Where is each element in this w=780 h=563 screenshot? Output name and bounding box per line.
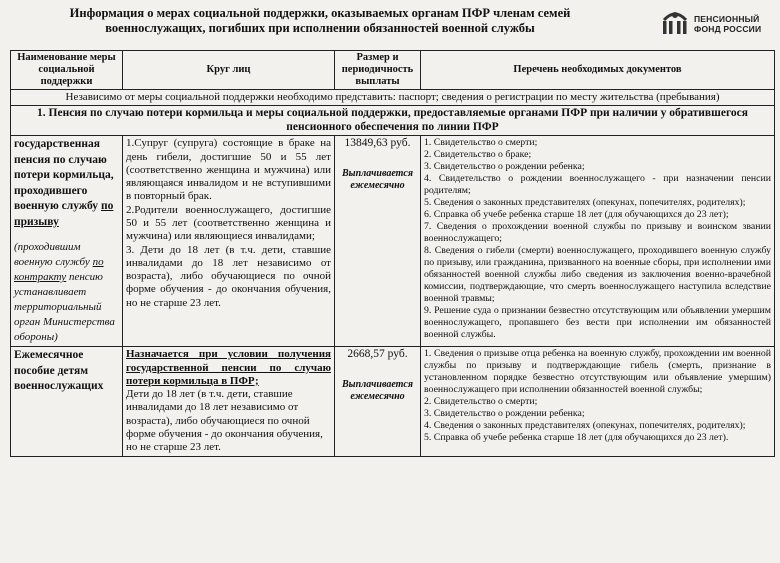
- document-item: 1. Сведения о призыве отца ребенка на военную службу, прохождении им военной службы по призыву и подтверждающие гибель (смерть, признание в установленном порядке безвестно отсутствующим или объявление умершим) военнослужащего при исполнении обязанностей военной службы;: [424, 348, 771, 396]
- document-item: 3. Свидетельство о рождении ребенка;: [424, 408, 585, 420]
- persons-cell: [123, 136, 335, 347]
- document-item: 9. Решение суда о признании безвестно отсутствующим или объявлении умершим военнослужащего, пропавшего без вести при исполнении им обязанностей военной службы.: [424, 305, 771, 341]
- document-item: 4. Свидетельство о рождении военнослужащего - при назначении пенсии родителям;: [424, 173, 771, 197]
- document-item: 5. Справка об учебе ребенка старше 18 лет (для обучающихся до 23 лет).: [424, 432, 729, 444]
- persons-item: 1.Супруг (супруга) состоящие в браке на день гибели, достигшие 50 и 55 лет (соответственно женщина и мужчина) или являющаяся инвалидом и не вступившими в повторный брак.: [126, 137, 331, 203]
- document-item: 5. Сведения о законных представителях (опекунах, попечителях, родителях);: [424, 197, 746, 209]
- logo-line-1: ПЕНСИОННЫЙ: [694, 14, 760, 24]
- payment-amount: 13849,63 руб.: [344, 137, 411, 150]
- documents-cell: [421, 347, 775, 456]
- amount-cell: [335, 347, 421, 456]
- document-title: Информация о мерах социальной поддержки, оказываемых органам ПФР членам семей военнослужащих, погибших при исполнении обязанностей военной службы: [69, 6, 571, 35]
- document-item: 3. Свидетельство о рождении ребенка;: [424, 161, 585, 173]
- measure-note: (проходившим военную службу по контракту пенсию устанавливает территориальный орган Министерства обороны): [14, 241, 115, 344]
- document-item: 1. Свидетельство о смерти;: [424, 137, 538, 149]
- persons-cell: [123, 347, 335, 456]
- document-item: 8. Сведения о гибели (смерти) военнослужащего, проходившего военную службу по призыву, или гражданина, призванного на военные сборы, при исполнении ими обязанностей военной службы либо сведения из заключения военно-врачебной комиссии, подтверждающие, что смерть военнослужащего наступила вследствие военной травмы;: [424, 245, 771, 305]
- logo-text: [694, 14, 761, 34]
- document-item: 6. Справка об учебе ребенка старше 18 лет (для обучающихся до 23 лет);: [424, 209, 729, 221]
- payment-period: Выплачивается ежемесячно: [341, 168, 414, 192]
- general-note: Независимо от меры социальной поддержки необходимо представить: паспорт; сведения о регистрации по месту жительства (пребывания): [11, 90, 775, 106]
- column-header: Наименование меры социальной поддержки: [11, 51, 123, 90]
- section-1-title: 1. Пенсия по случаю потери кормильца и меры социальной поддержки, предоставляемые органами ПФР при наличии у обратившегося пенсионного обеспечения по линии ПФР: [11, 106, 775, 136]
- column-header: Круг лиц: [123, 51, 335, 90]
- table-header-row: [11, 51, 775, 90]
- support-measures-table: [10, 50, 775, 457]
- payment-period: Выплачивается ежемесячно: [341, 379, 414, 403]
- measure-name-cell: [11, 347, 123, 456]
- table-row: [11, 347, 775, 456]
- documents-cell: [421, 136, 775, 347]
- measure-name: Ежемесячное пособие детям военнослужащих: [14, 349, 104, 393]
- amount-cell: [335, 136, 421, 347]
- table-row: [11, 136, 775, 347]
- condition-text: Назначается при условии получения государственной пенсии по случаю потери кормильца в ПФР;: [126, 348, 331, 387]
- document-item: 4. Сведения о законных представителях (опекунах, попечителях, родителях);: [424, 420, 746, 432]
- pfr-emblem-icon: [660, 8, 690, 38]
- payment-amount: 2668,57 руб.: [347, 348, 408, 361]
- persons-item: Дети до 18 лет (в т.ч. дети, ставшие инвалидами до 18 лет независимо от возраста), либо обучающиеся по очной форме обучения - до окончания обучения, но не старше 23 лет.: [126, 388, 323, 454]
- document-item: 2. Свидетельство о смерти;: [424, 396, 538, 408]
- persons-item: 2.Родители военнослужащего, достигшие 50 и 55 лет (соответственно женщина и мужчина) или являющиеся инвалидами;: [126, 203, 331, 243]
- pfr-logo: [660, 6, 770, 42]
- document-item: 2. Свидетельство о браке;: [424, 149, 532, 161]
- column-header: Перечень необходимых документов: [421, 51, 775, 90]
- logo-line-2: ФОНД РОССИИ: [694, 24, 762, 34]
- column-header: Размер и периодичность выплаты: [335, 51, 421, 90]
- document-item: 7. Сведения о прохождении военной службы по призыву и воинском звании военнослужащего;: [424, 221, 771, 245]
- persons-item: 3. Дети до 18 лет (в т.ч. дети, ставшие инвалидами до 18 лет независимо от возраста), либо обучающиеся по очной форме обучения - до окончания обучения, но не старше 23 лет.: [126, 243, 331, 309]
- measure-name: государственная пенсия по случаю потери кормильца, проходившего военную службу по призыву: [14, 138, 114, 228]
- measure-name-cell: [11, 136, 123, 347]
